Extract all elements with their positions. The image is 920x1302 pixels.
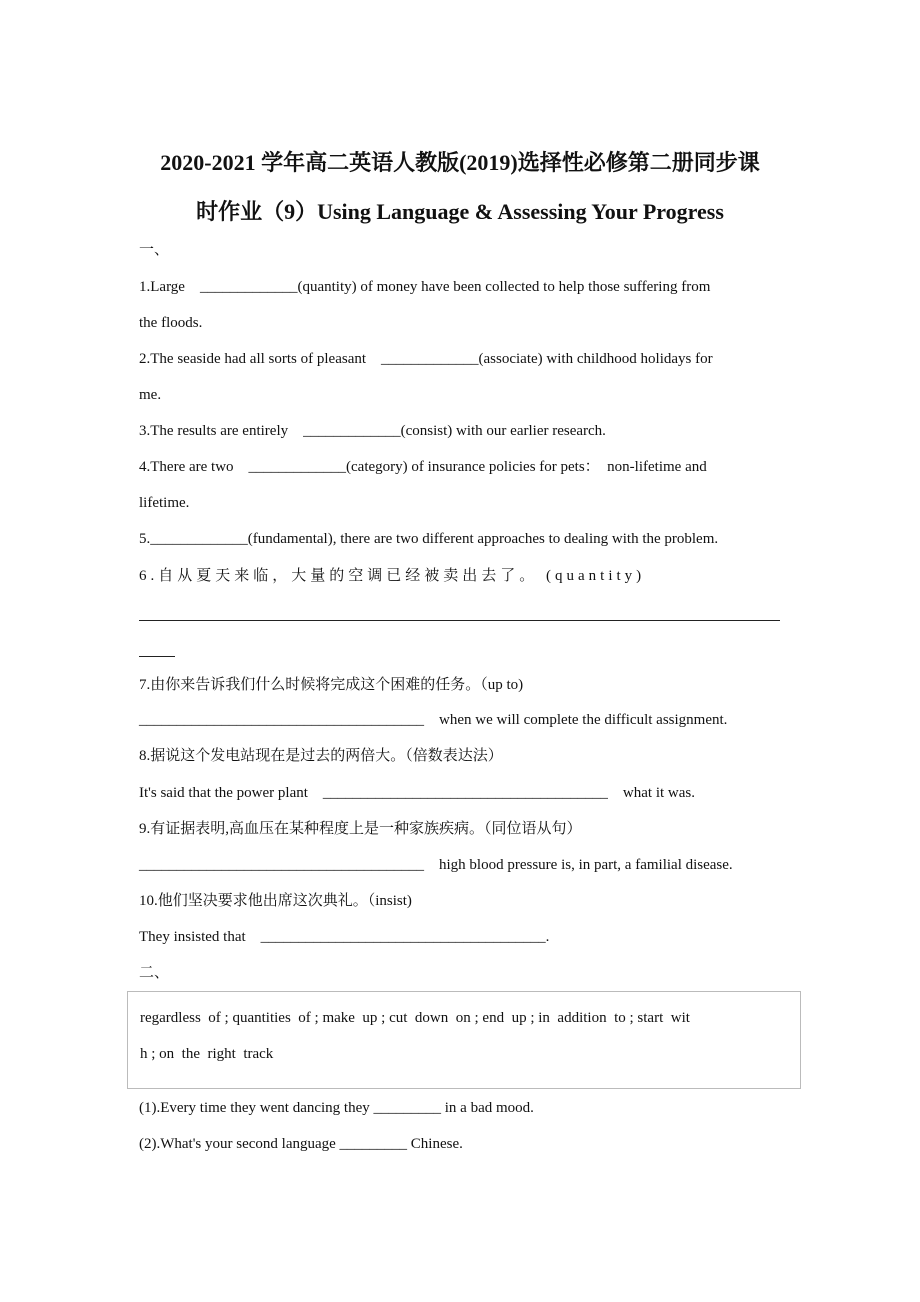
word-bank-line: regardless of ; quantities of ; make up ; cut down on ; end up ; in addition to ; start wit [140,1010,690,1026]
answer-blank-line [139,620,780,621]
section-1-heading: 一、 [139,242,170,258]
document-title-line-2: 时作业（9）Using Language & Assessing Your Progress [196,199,724,224]
exercise-line: It's said that the power plant ______________________________________ what it was. [139,785,695,801]
word-bank-line: h ; on the right track [140,1046,274,1062]
exercise-line: 5._____________(fundamental), there are two different approaches to dealing with the problem. [139,531,719,547]
document-title-line-1: 2020-2021 学年高二英语人教版(2019)选择性必修第二册同步课 [160,150,760,175]
exercise-line: 4.There are two _____________(category) of insurance policies for pets： non-lifetime and [139,459,707,475]
exercise-line: the floods. [139,315,203,331]
exercise-line: 3.The results are entirely _____________(consist) with our earlier research. [139,423,606,439]
word-bank-box [127,991,801,1089]
exercise-line: 6.自从夏天来临，大量的空调已经被卖出去了。 (quantity) [139,568,646,584]
exercise-line: 10.他们坚决要求他出席这次典礼。（insist) [139,893,412,909]
exercise-line: They insisted that ______________________________________. [139,929,550,945]
exercise-line: 7.由你来告诉我们什么时候将完成这个困难的任务。（up to) [139,677,524,693]
exercise-line: (2).What's your second language _________ Chinese. [139,1136,463,1152]
exercise-line: 8.据说这个发电站现在是过去的两倍大。（倍数表达法） [139,748,503,764]
exercise-line: ______________________________________ when we will complete the difficult assignment. [139,712,728,728]
exercise-line: 9.有证据表明,高血压在某种程度上是一种家族疾病。（同位语从句） [139,821,582,837]
exercise-line: 2.The seaside had all sorts of pleasant _____________(associate) with childhood holidays for [139,351,713,367]
exercise-line: lifetime. [139,495,190,511]
exercise-line: ______________________________________ high blood pressure is, in part, a familial disease. [139,857,733,873]
exercise-line: (1).Every time they went dancing they _________ in a bad mood. [139,1100,534,1116]
exercise-line: me. [139,387,162,403]
section-2-heading: 二、 [139,965,170,981]
exercise-line: 1.Large _____________(quantity) of money have been collected to help those suffering from [139,279,711,295]
answer-blank-line [139,656,175,657]
